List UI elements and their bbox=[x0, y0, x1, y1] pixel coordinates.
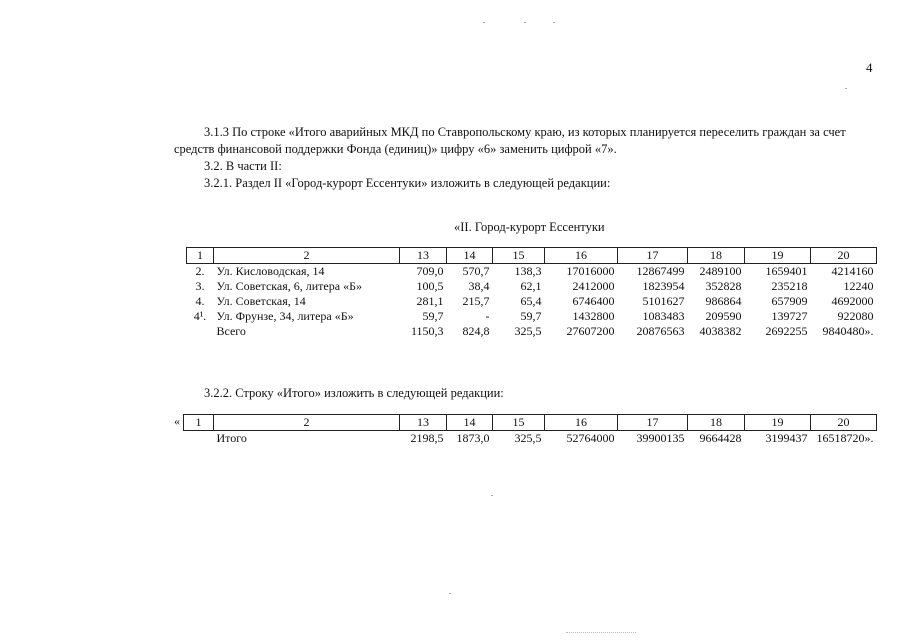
table1-cell: 17016000 bbox=[566, 264, 615, 278]
paragraph-3-2: 3.2. В части II: bbox=[204, 159, 282, 173]
table2-cell: Итого bbox=[216, 431, 247, 445]
table2-cell: 3199437 bbox=[765, 431, 808, 445]
table1-cell: 138,3 bbox=[514, 264, 542, 278]
table1-cell: Ул. Кисловодская, 14 bbox=[216, 264, 325, 278]
table1-header-cell: 20 bbox=[811, 248, 877, 264]
table1-cell: 65,4 bbox=[520, 294, 542, 308]
table1-cell: 6746400 bbox=[572, 294, 615, 308]
table-itogo bbox=[183, 414, 877, 446]
table1-cell: 100,5 bbox=[416, 279, 444, 293]
table2-header-cell: 2 bbox=[214, 415, 400, 431]
table1-cell: 1150,3 bbox=[410, 324, 444, 338]
table1-row bbox=[187, 294, 877, 309]
table1-cell: 824,8 bbox=[462, 324, 490, 338]
table1-cell: Ул. Фрунзе, 34, литера «Б» bbox=[216, 309, 354, 323]
table1-cell: 139727 bbox=[771, 309, 808, 323]
table1-cell: 215,7 bbox=[462, 294, 490, 308]
table1-row bbox=[187, 324, 877, 339]
table1-cell: 59,7 bbox=[422, 309, 444, 323]
table1-header-cell: 1 bbox=[187, 248, 214, 264]
table2-header-cell: 17 bbox=[618, 415, 688, 431]
table1-cell: 27607200 bbox=[566, 324, 615, 338]
table2-row bbox=[184, 431, 877, 447]
table2-open-quote: « bbox=[174, 414, 180, 428]
table1-cell: 1083483 bbox=[642, 309, 685, 323]
table1-cell: 1659401 bbox=[765, 264, 808, 278]
table2-cell: 325,5 bbox=[514, 431, 542, 445]
table1-cell: 281,1 bbox=[416, 294, 444, 308]
table1-cell: 12867499 bbox=[636, 264, 685, 278]
table1-header-row bbox=[187, 248, 877, 264]
table2-cell: 9664428 bbox=[699, 431, 742, 445]
table1-cell: Ул. Советская, 14 bbox=[216, 294, 306, 308]
paragraph-3-1-3-line2: средств финансовой поддержки Фонда (единиц)» цифру «6» заменить цифрой «7». bbox=[174, 142, 617, 156]
table2-cell: 39900135 bbox=[636, 431, 685, 445]
table1-cell: 4214160 bbox=[831, 264, 874, 278]
table2-cell: 2198,5 bbox=[410, 431, 444, 445]
table2-cell: 52764000 bbox=[566, 431, 615, 445]
table1-row bbox=[187, 264, 877, 280]
table1-header-cell: 16 bbox=[545, 248, 618, 264]
table1-cell bbox=[187, 324, 214, 339]
table1-header-cell: 13 bbox=[400, 248, 447, 264]
table1-cell: Всего bbox=[216, 324, 246, 338]
table1-cell: 5101627 bbox=[642, 294, 685, 308]
table1-header-cell: 2 bbox=[214, 248, 400, 264]
table2-header-cell: 14 bbox=[447, 415, 493, 431]
table2-header-cell: 19 bbox=[745, 415, 811, 431]
table1-cell: 922080 bbox=[837, 309, 874, 323]
table2-header-cell: 18 bbox=[688, 415, 745, 431]
table1-cell: 4692000 bbox=[831, 294, 874, 308]
table1-cell: 20876563 bbox=[636, 324, 685, 338]
table1-cell: 2. bbox=[195, 264, 205, 278]
table2-header-cell: 20 bbox=[811, 415, 877, 431]
table1-title: «II. Город-курорт Ессентуки bbox=[454, 220, 605, 234]
table1-cell: 209590 bbox=[705, 309, 742, 323]
paragraph-3-2-1: 3.2.1. Раздел II «Город-курорт Ессентуки» изложить в следующей редакции: bbox=[204, 176, 611, 190]
table1-cell: 2489100 bbox=[699, 264, 742, 278]
table2-header-cell: 15 bbox=[493, 415, 545, 431]
table1-cell: 986864 bbox=[705, 294, 742, 308]
table1-row bbox=[187, 279, 877, 294]
table1-cell: 570,7 bbox=[462, 264, 490, 278]
table1-header-cell: 15 bbox=[493, 248, 545, 264]
table1-cell: 2412000 bbox=[572, 279, 615, 293]
table1-cell: 3. bbox=[195, 279, 205, 293]
table1-header-cell: 18 bbox=[688, 248, 745, 264]
table1-cell: - bbox=[485, 309, 490, 323]
paragraph-3-1-3-line1: 3.1.3 По строке «Итого аварийных МКД по Ставропольскому краю, из которых планируется переселить граждан за счет bbox=[204, 125, 846, 139]
table2-cell bbox=[184, 431, 214, 447]
page-number: 4 bbox=[866, 60, 873, 75]
table2-cell: 16518720». bbox=[816, 431, 874, 445]
table1-cell: 12240 bbox=[843, 279, 874, 293]
table1-cell: 352828 bbox=[705, 279, 742, 293]
table1-cell: 59,7 bbox=[520, 309, 542, 323]
table1-cell: 4¹. bbox=[193, 309, 207, 323]
table1-cell: 38,4 bbox=[468, 279, 490, 293]
table-section-essentuki bbox=[186, 247, 877, 339]
table1-header-cell: 17 bbox=[618, 248, 688, 264]
table2-header-row bbox=[184, 415, 877, 431]
table2-header-cell: 16 bbox=[545, 415, 618, 431]
table2-cell: 1873,0 bbox=[456, 431, 490, 445]
table1-row bbox=[187, 309, 877, 324]
table1-header-cell: 14 bbox=[447, 248, 493, 264]
table2-header-cell: 1 bbox=[184, 415, 214, 431]
table1-cell: 235218 bbox=[771, 279, 808, 293]
table2-header-cell: 13 bbox=[400, 415, 447, 431]
table1-cell: 657909 bbox=[771, 294, 808, 308]
table1-cell: 325,5 bbox=[514, 324, 542, 338]
table1-cell: 1823954 bbox=[642, 279, 685, 293]
table1-cell: 4038382 bbox=[699, 324, 742, 338]
table1-cell: 4. bbox=[195, 294, 205, 308]
table1-header-cell: 19 bbox=[745, 248, 811, 264]
table1-cell: 2692255 bbox=[765, 324, 808, 338]
table1-cell: 9840480». bbox=[822, 324, 874, 338]
table1-cell: 62,1 bbox=[520, 279, 542, 293]
table1-cell: 709,0 bbox=[416, 264, 444, 278]
table1-cell: Ул. Советская, 6, литера «Б» bbox=[216, 279, 362, 293]
table1-cell: 1432800 bbox=[572, 309, 615, 323]
paragraph-3-2-2: 3.2.2. Строку «Итого» изложить в следующей редакции: bbox=[204, 386, 504, 400]
